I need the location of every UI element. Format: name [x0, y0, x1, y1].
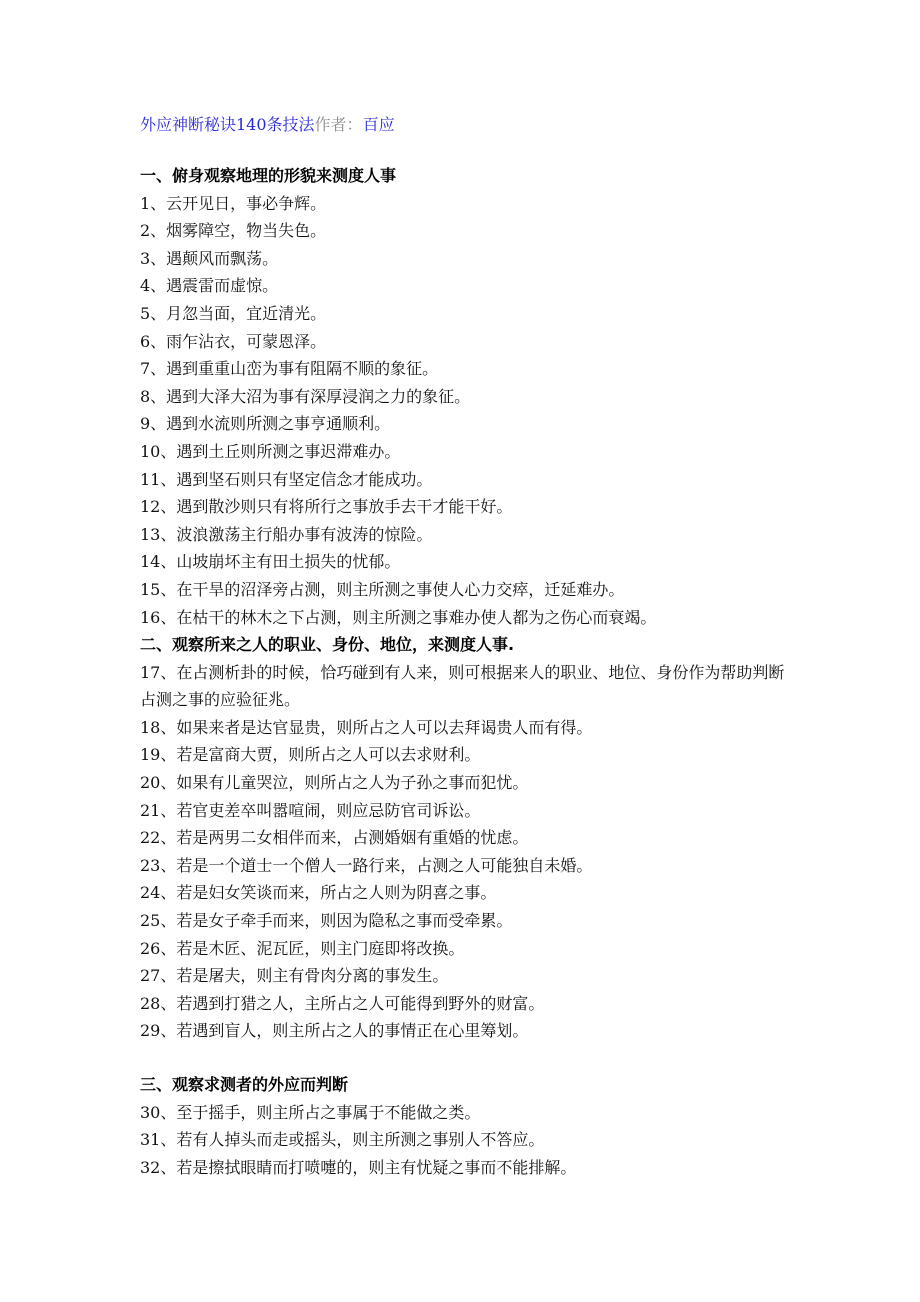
list-item: 6、雨乍沾衣，可蒙恩泽。 — [140, 331, 327, 351]
author-name: 百应 — [362, 115, 395, 134]
list-item: 8、遇到大泽大沼为事有深厚浸润之力的象征。 — [140, 386, 471, 406]
list-item: 19、若是富商大贾，则所占之人可以去求财利。 — [140, 745, 481, 765]
document-title — [140, 112, 800, 138]
list-item: 1、云开见日，事必争辉。 — [140, 193, 327, 213]
list-item: 12、遇到散沙则只有将所行之事放手去干才能干好。 — [140, 497, 513, 517]
list-item: 11、遇到坚石则只有坚定信念才能成功。 — [140, 469, 433, 489]
list-item: 10、遇到土丘则所测之事迟滞难办。 — [140, 441, 401, 461]
list-item: 9、遇到水流则所测之事亨通顺利。 — [140, 414, 391, 434]
list-item: 13、波浪激荡主行船办事有波涛的惊险。 — [140, 524, 433, 544]
list-item: 18、如果来者是达官显贵，则所占之人可以去拜谒贵人而有得。 — [140, 717, 593, 737]
list-item: 31、若有人掉头而走或摇头，则主所测之事别人不答应。 — [140, 1130, 545, 1150]
list-item: 32、若是擦拭眼睛而打喷嚏的，则主有忧疑之事而不能排解。 — [140, 1157, 577, 1177]
list-item: 15、在干旱的沼泽旁占测，则主所测之事使人心力交瘁，迁延难办。 — [140, 579, 625, 599]
title-text: 外应神断秘诀140条技法 — [140, 115, 315, 134]
section-2 — [140, 631, 800, 1045]
list-item: 4、遇震雷而虚惊。 — [140, 276, 279, 296]
list-item: 27、若是屠夫，则主有骨肉分离的事发生。 — [140, 966, 449, 986]
list-item: 25、若是女子牵手而来，则因为隐私之事而受牵累。 — [140, 911, 513, 931]
list-item: 26、若是木匠、泥瓦匠，则主门庭即将改换。 — [140, 938, 465, 958]
list-item: 30、至于摇手，则主所占之事属于不能做之类。 — [140, 1102, 481, 1122]
list-item: 3、遇颠风而飘荡。 — [140, 248, 279, 268]
list-item: 7、遇到重重山峦为事有阻隔不顺的象征。 — [140, 359, 439, 379]
list-item: 20、如果有儿童哭泣，则所占之人为子孙之事而犯忧。 — [140, 773, 529, 793]
list-item: 21、若官吏差卒叫嚣喧闹，则应忌防官司诉讼。 — [140, 800, 481, 820]
list-item: 28、若遇到打猎之人，主所占之人可能得到野外的财富。 — [140, 993, 545, 1013]
section-1 — [140, 162, 800, 631]
list-item: 14、山坡崩坏主有田土损失的忧郁。 — [140, 552, 401, 572]
list-item: 22、若是两男二女相伴而来，占测婚姻有重婚的忧虑。 — [140, 828, 529, 848]
section-heading: 一、俯身观察地理的形貌来测度人事 — [140, 166, 397, 185]
list-item: 16、在枯干的林木之下占测，则主所测之事难办使人都为之伤心而衰竭。 — [140, 607, 657, 627]
list-item: 2、烟雾障空，物当失色。 — [140, 221, 327, 241]
author-label: 作者： — [314, 115, 363, 134]
section-heading: 二、观察所来之人的职业、身份、地位，来测度人事. — [140, 635, 515, 655]
section-3 — [140, 1071, 800, 1181]
document-page — [140, 112, 800, 1181]
list-item: 5、月忽当面，宜近清光。 — [140, 303, 327, 323]
spacer — [140, 138, 800, 162]
list-item: 29、若遇到盲人，则主所占之人的事情正在心里筹划。 — [140, 1021, 529, 1041]
list-item: 17、在占测析卦的时候，恰巧碰到有人来，则可根据来人的职业、地位、身份作为帮助判断占测之事的应验征兆。 — [140, 662, 785, 710]
section-heading: 三、观察求测者的外应而判断 — [140, 1075, 349, 1094]
spacer — [140, 1045, 800, 1071]
list-item: 24、若是妇女笑谈而来，所占之人则为阴喜之事。 — [140, 883, 497, 903]
list-item: 23、若是一个道士一个僧人一路行来，占测之人可能独自未婚。 — [140, 855, 593, 875]
